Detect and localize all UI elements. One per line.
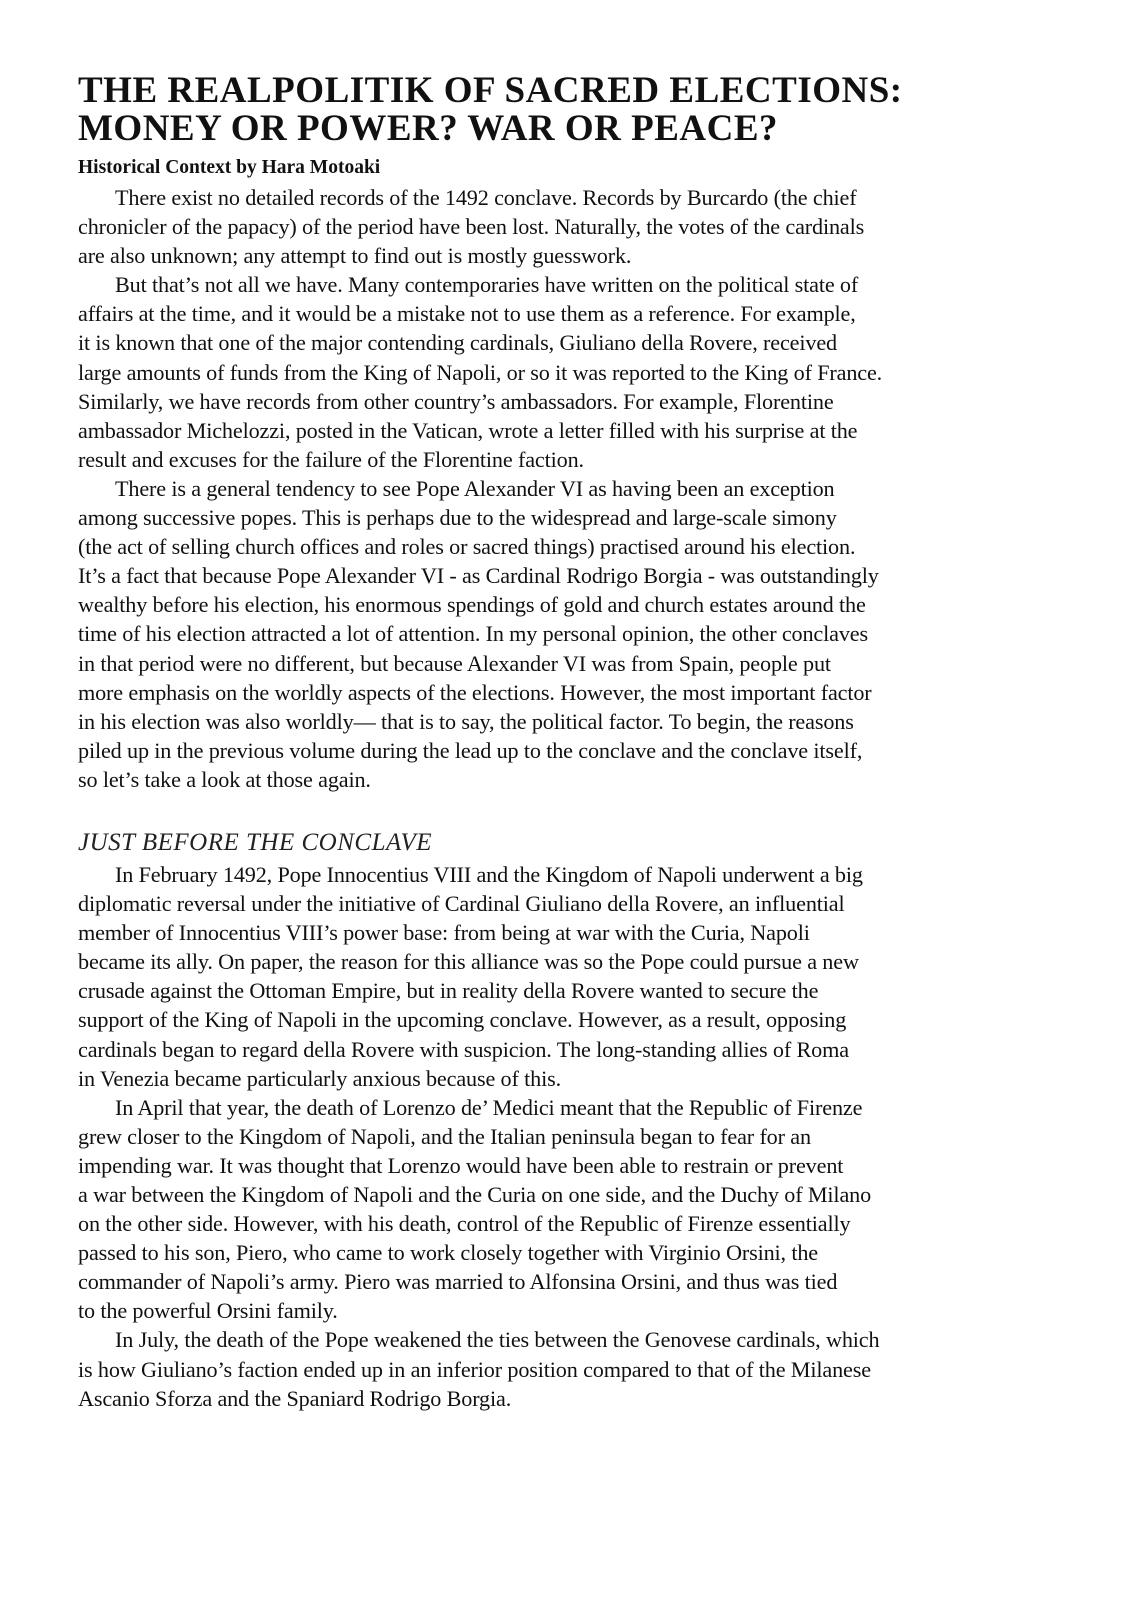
text-line: affairs at the time, and it would be a mistake not to use them as a reference. For example,	[78, 301, 856, 327]
text-line: among successive popes. This is perhaps due to the widespread and large-scale simony	[78, 505, 837, 531]
text-line: are also unknown; any attempt to find out is mostly guesswork.	[78, 243, 632, 269]
intro-body	[78, 183, 1036, 794]
text-line: Similarly, we have records from other country’s ambassadors. For example, Florentine	[78, 388, 834, 414]
paragraph	[78, 474, 1036, 794]
text-line: support of the King of Napoli in the upcoming conclave. However, as a result, opposing	[78, 1007, 847, 1033]
text-line: a war between the Kingdom of Napoli and the Curia on one side, and the Duchy of Milano	[78, 1182, 872, 1207]
text-line: passed to his son, Piero, who came to work closely together with Virginio Orsini, the	[78, 1240, 818, 1266]
text-line: In July, the death of the Pope weakened the ties between the Genovese cardinals, which	[115, 1327, 880, 1353]
text-line: in Venezia became particularly anxious because of this.	[78, 1065, 561, 1091]
text-line: There exist no detailed records of the 1492 conclave. Records by Burcardo (the chief	[115, 185, 857, 210]
text-line: In April that year, the death of Lorenzo de’ Medici meant that the Republic of Firenze	[115, 1094, 863, 1120]
text-line: time of his election attracted a lot of attention. In my personal opinion, the other conclaves	[78, 621, 868, 647]
text-line: in that period were no different, but because Alexander VI was from Spain, people put	[78, 650, 831, 676]
text-line: more emphasis on the worldly aspects of the elections. However, the most important factor	[78, 679, 872, 705]
text-line: crusade against the Ottoman Empire, but in reality della Rovere wanted to secure the	[78, 978, 819, 1004]
text-line: to the powerful Orsini family.	[78, 1298, 338, 1324]
paragraph	[78, 1093, 1036, 1326]
text-line: diplomatic reversal under the initiative of Cardinal Giuliano della Rovere, an influential	[78, 891, 845, 917]
text-line: cardinals began to regard della Rovere with suspicion. The long-standing allies of Roma	[78, 1036, 849, 1062]
text-line: result and excuses for the failure of the Florentine faction.	[78, 446, 584, 472]
text-line: is how Giuliano’s faction ended up in an inferior position compared to that of the Milanese	[78, 1356, 871, 1382]
text-line: wealthy before his election, his enormous spendings of gold and church estates around the	[78, 592, 866, 618]
title-line: THE REALPOLITIK OF SACRED ELECTIONS:	[78, 70, 903, 111]
paragraph	[78, 270, 1036, 474]
title-line: MONEY OR POWER? WAR OR PEACE?	[78, 108, 779, 149]
paragraph	[78, 1325, 1036, 1412]
article-page	[78, 72, 1036, 1413]
text-line: member of Innocentius VIII’s power base: from being at war with the Curia, Napoli	[78, 920, 810, 946]
text-line: There is a general tendency to see Pope Alexander VI as having been an exception	[115, 475, 835, 501]
text-line: commander of Napoli’s army. Piero was married to Alfonsina Orsini, and thus was tied	[78, 1269, 838, 1295]
text-line: so let’s take a look at those again.	[78, 766, 371, 792]
text-line: piled up in the previous volume during the lead up to the conclave and the conclave itself,	[78, 737, 863, 763]
text-line: it is known that one of the major contending cardinals, Giuliano della Rovere, received	[78, 330, 837, 356]
text-line: (the act of selling church offices and roles or sacred things) practised around his election.	[78, 534, 856, 560]
text-line: large amounts of funds from the King of Napoli, or so it was reported to the King of France.	[78, 359, 883, 385]
text-line: became its ally. On paper, the reason for this alliance was so the Pope could pursue a new	[78, 949, 859, 975]
section-heading: JUST BEFORE THE CONCLAVE	[78, 828, 433, 856]
text-line: on the other side. However, with his death, control of the Republic of Firenze essentially	[78, 1211, 851, 1237]
paragraph	[78, 183, 1036, 270]
text-line: ambassador Michelozzi, posted in the Vatican, wrote a letter filled with his surprise at the	[78, 417, 858, 443]
text-line: grew closer to the Kingdom of Napoli, and the Italian peninsula began to fear for an	[78, 1123, 811, 1149]
text-line: in his election was also worldly— that is to say, the political factor. To begin, the reasons	[78, 708, 854, 734]
text-line: Ascanio Sforza and the Spaniard Rodrigo Borgia.	[78, 1385, 512, 1411]
text-line: impending war. It was thought that Lorenzo would have been able to restrain or prevent	[78, 1152, 844, 1178]
text-line: In February 1492, Pope Innocentius VIII and the Kingdom of Napoli underwent a big	[115, 861, 863, 887]
byline: Historical Context by Hara Motoaki	[78, 157, 381, 178]
article-title	[78, 72, 1036, 148]
text-line: It’s a fact that because Pope Alexander VI - as Cardinal Rodrigo Borgia - was outstandingly	[78, 563, 879, 589]
paragraph	[78, 860, 1036, 1093]
text-line: But that’s not all we have. Many contemporaries have written on the political state of	[115, 272, 859, 298]
text-line: chronicler of the papacy) of the period have been lost. Naturally, the votes of the cardinals	[78, 214, 865, 240]
section-body	[78, 860, 1036, 1413]
